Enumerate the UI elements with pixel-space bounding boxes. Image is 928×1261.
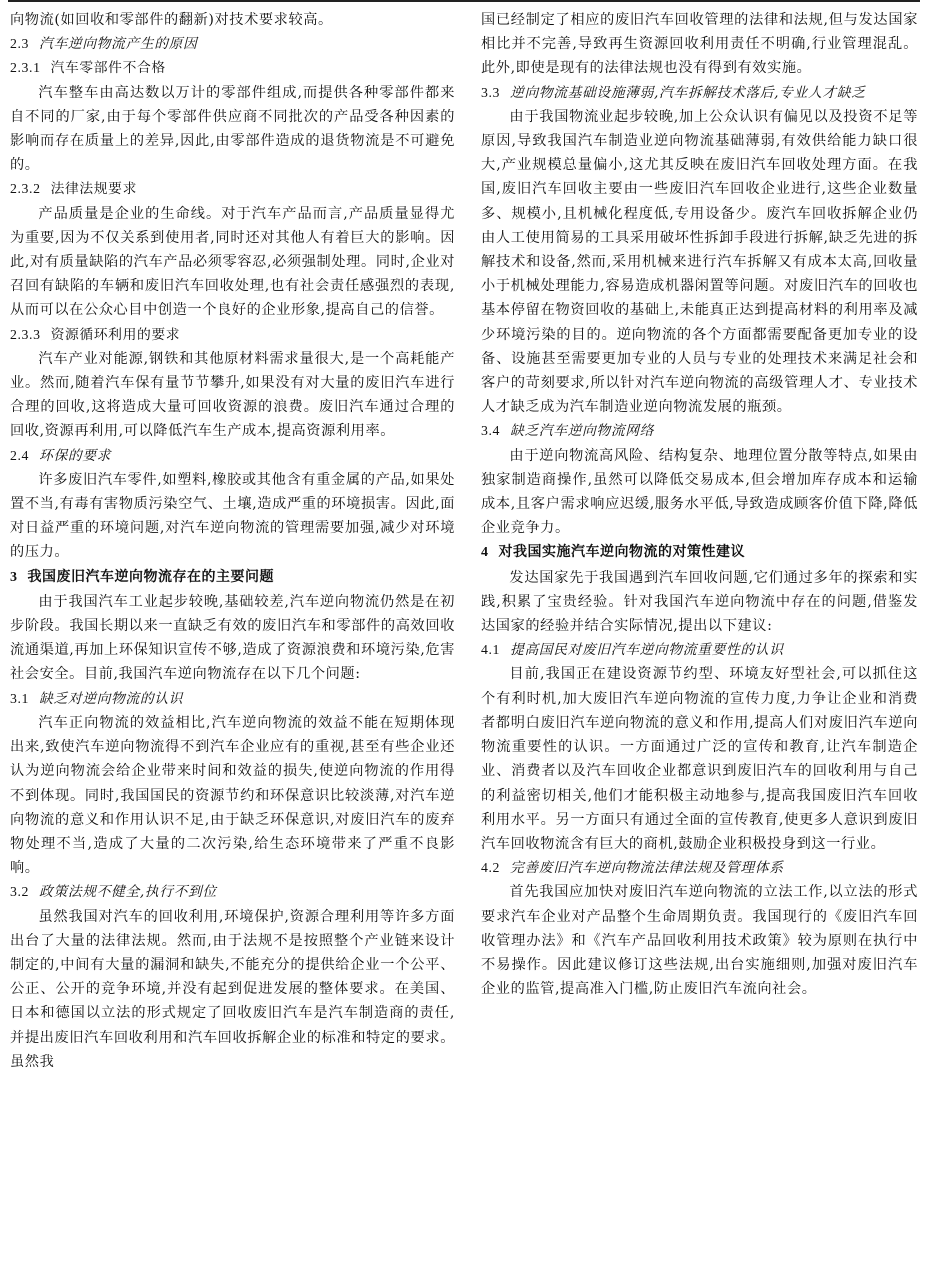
- paragraph: 由于我国物流业起步较晚,加上公众认识有偏见以及投资不足等原因,导致我国汽车制造业逆向物流基础薄弱,有效供给能力缺口很大,产业规模总量偏小,这尤其反映在废旧汽车回收处理方面。在我国,废旧汽车回收主要由一些废旧汽车回收企业进行,这些企业数量多、规模小,且机械化程度低,专用设备少。废汽车回收拆解企业仍由人工使用简易的工具采用破坏性拆卸手段进行拆解,缺乏先进的拆解技术和设备,然而,采用机械来进行汽车拆解又有成本太高,回收量小于机械处理能力,容易造成机器闲置等问题。对废旧汽车的回收也基本停留在物资回收的基础上,未能真正达到提高材料的利用率及减少环境污染的目的。逆向物流的各个方面都需要配备更加专业的设备、设施甚至需要更加专业的人员与专业的处理技术来满足社会和客户的苛刻要求,所以针对汽车逆向物流的高级管理人才、专业技术人才缺乏成为汽车制造业逆向物流发展的瓶颈。: [481, 108, 918, 416]
- subsection-heading: [10, 56, 455, 80]
- paragraph: 许多废旧汽车零件,如塑料,橡胶或其他含有重金属的产品,如果处置不当,有毒有害物质污染空气、土壤,造成严重的环境损害。因此,面对日益严重的环境问题,对汽车逆向物流的管理需要加强,减少对环境的压力。: [10, 471, 455, 561]
- heading-text: 对我国实施汽车逆向物流的对策性建议: [498, 544, 745, 561]
- heading-number: 3.1: [10, 690, 30, 706]
- header-rule: [8, 0, 920, 2]
- paragraph: 目前,我国正在建设资源节约型、环境友好型社会,可以抓住这个有利时机,加大废旧汽车逆向物流的宣传力度,力争让企业和消费者都明白废旧汽车逆向物流的意义和作用,提高人们对废旧汽车逆向物流重要性的认识。一方面通过广泛的宣传和教育,让汽车制造企业、消费者以及汽车回收企业都意识到废旧汽车的回收利用与自己的利益密切相关,他们才能积极主动地参与,提高我国废旧汽车回收利用水平。另一方面只有通过全面的宣传教育,使更多人意识到废旧汽车回收物流含有巨大的商机,鼓励企业积极投身到这一行业。: [481, 666, 918, 852]
- subsection-heading: [481, 419, 918, 443]
- heading-text: 法律法规要求: [50, 181, 137, 198]
- heading-text: 完善废旧汽车逆向物流法律法规及管理体系: [510, 860, 784, 877]
- heading-number: 2.3.2: [10, 181, 41, 197]
- paragraph: 向物流(如回收和零部件的翻新)对技术要求较高。: [10, 12, 333, 28]
- heading-number: 4.2: [481, 860, 501, 876]
- section-heading: [481, 540, 918, 565]
- paragraph: 由于我国汽车工业起步较晚,基础较差,汽车逆向物流仍然是在初步阶段。我国长期以来一直缺乏有效的废旧汽车和零部件的高效回收流通渠道,再加上环保知识宣传不够,造成了资源浪费和环境污染,危害社会安全。目前,我国汽车逆向物流存在以下几个问题:: [10, 593, 455, 683]
- heading-text: 资源循环利用的要求: [50, 326, 181, 343]
- heading-text: 汽车逆向物流产生的原因: [39, 36, 198, 53]
- paragraph: 由于逆向物流高风险、结构复杂、地理位置分散等特点,如果由独家制造商操作,虽然可以降低交易成本,但会增加库存成本和运输成本,且客户需求响应迟缓,服务水平低,导致造成顾客价值下降,降低企业竞争力。: [481, 447, 918, 537]
- heading-text: 逆向物流基础设施薄弱,汽车拆解技术落后,专业人才缺乏: [510, 84, 866, 101]
- heading-number: 3: [10, 569, 18, 585]
- heading-number: 4.1: [481, 642, 501, 658]
- left-column: [10, 8, 455, 1074]
- heading-text: 我国废旧汽车逆向物流存在的主要问题: [27, 568, 274, 585]
- heading-number: 2.3.3: [10, 326, 41, 342]
- heading-number: 2.3: [10, 36, 30, 52]
- subsection-heading: [481, 638, 918, 662]
- subsection-heading: [10, 323, 455, 347]
- subsection-heading: [481, 81, 918, 105]
- paragraph: 汽车整车由高达数以万计的零部件组成,而提供各种零部件都来自不同的厂家,由于每个零部件供应商不同批次的产品受各种因素的影响而存在质量上的差异,因此,由零部件造成的退货物流是不可避免的。: [10, 84, 455, 174]
- heading-number: 2.3.1: [10, 60, 41, 76]
- subsection-heading: [10, 177, 455, 201]
- paragraph: 虽然我国对汽车的回收利用,环境保护,资源合理利用等许多方面出台了大量的法律法规。然而,由于法规不是按照整个产业链来设计制定的,中间有大量的漏洞和缺失,不能充分的提供给企业一个公平、公正、公开的竞争环境,并没有起到促进发展的整体要求。在美国、日本和德国以立法的形式规定了回收废旧汽车是汽车制造商的责任,并提出废旧汽车回收利用和汽车回收拆解企业的标准和特定的要求。虽然我: [10, 908, 455, 1070]
- subsection-heading: [10, 687, 455, 711]
- subsection-heading: [10, 32, 455, 56]
- subsection-heading: [481, 856, 918, 880]
- subsection-heading: [10, 444, 455, 468]
- heading-number: 3.3: [481, 84, 501, 100]
- heading-text: 环保的要求: [39, 447, 112, 464]
- paragraph: 首先我国应加快对废旧汽车逆向物流的立法工作,以立法的形式要求汽车企业对产品整个生命周期负责。我国现行的《废旧汽车回收管理办法》和《汽车产品回收利用技术政策》较为原则在执行中不易操作。因此建议修订这些法规,出台实施细则,加强对废旧汽车企业的监管,提高准入门槛,防止废旧汽车流向社会。: [481, 884, 918, 998]
- heading-text: 提高国民对废旧汽车逆向物流重要性的认识: [510, 642, 784, 659]
- subsection-heading: [10, 880, 455, 904]
- paragraph: 国已经制定了相应的废旧汽车回收管理的法律和法规,但与发达国家相比并不完善,导致再生资源回收利用责任不明确,行业管理混乱。此外,即使是现有的法律法规也没有得到有效实施。: [481, 12, 918, 77]
- heading-text: 汽车零部件不合格: [50, 60, 166, 77]
- paragraph: 产品质量是企业的生命线。对于汽车产品而言,产品质量显得尤为重要,因为不仅关系到使用者,同时还对其他人有着巨大的影响。因此,对有质量缺陷的汽车产品必须零容忍,必须强制处理。同时,企业对召回有缺陷的车辆和废旧汽车回收处理,也有社会责任感强烈的表现,从而可以在公众心目中创造一个良好的企业形象,提高自己的信誉。: [10, 205, 455, 319]
- paragraph: 汽车正向物流的效益相比,汽车逆向物流的效益不能在短期体现出来,致使汽车逆向物流得不到汽车企业应有的重视,甚至有些企业还认为逆向物流会给企业带来时间和效益的损失,使逆向物流的作用得不到体现。同时,我国国民的资源节约和环保意识比较淡薄,对汽车逆向物流的意义和作用认识不足,由于缺乏环保意识,对废旧汽车的废弃物处理不当,造成了大量的二次污染,给生态环境带来了严重不良影响。: [10, 714, 455, 877]
- heading-number: 3.2: [10, 884, 30, 900]
- right-column: [481, 8, 918, 1001]
- heading-number: 3.4: [481, 423, 501, 439]
- paragraph: 汽车产业对能源,钢铁和其他原材料需求量很大,是一个高耗能产业。然而,随着汽车保有量节节攀升,如果没有对大量的废旧汽车进行合理的回收,这将造成大量可回收资源的浪费。废旧汽车通过合理的回收,资源再利用,可以降低汽车生产成本,提高资源利用率。: [10, 350, 455, 440]
- heading-number: 2.4: [10, 447, 30, 463]
- heading-text: 缺乏对逆向物流的认识: [39, 690, 184, 707]
- section-heading: [10, 565, 455, 590]
- heading-text: 缺乏汽车逆向物流网络: [510, 423, 655, 440]
- paragraph: 发达国家先于我国遇到汽车回收问题,它们通过多年的探索和实践,积累了宝贵经验。针对我国汽车逆向物流中存在的问题,借鉴发达国家的经验并结合实际情况,提出以下建议:: [481, 569, 918, 635]
- heading-number: 4: [481, 545, 489, 561]
- heading-text: 政策法规不健全,执行不到位: [39, 884, 217, 901]
